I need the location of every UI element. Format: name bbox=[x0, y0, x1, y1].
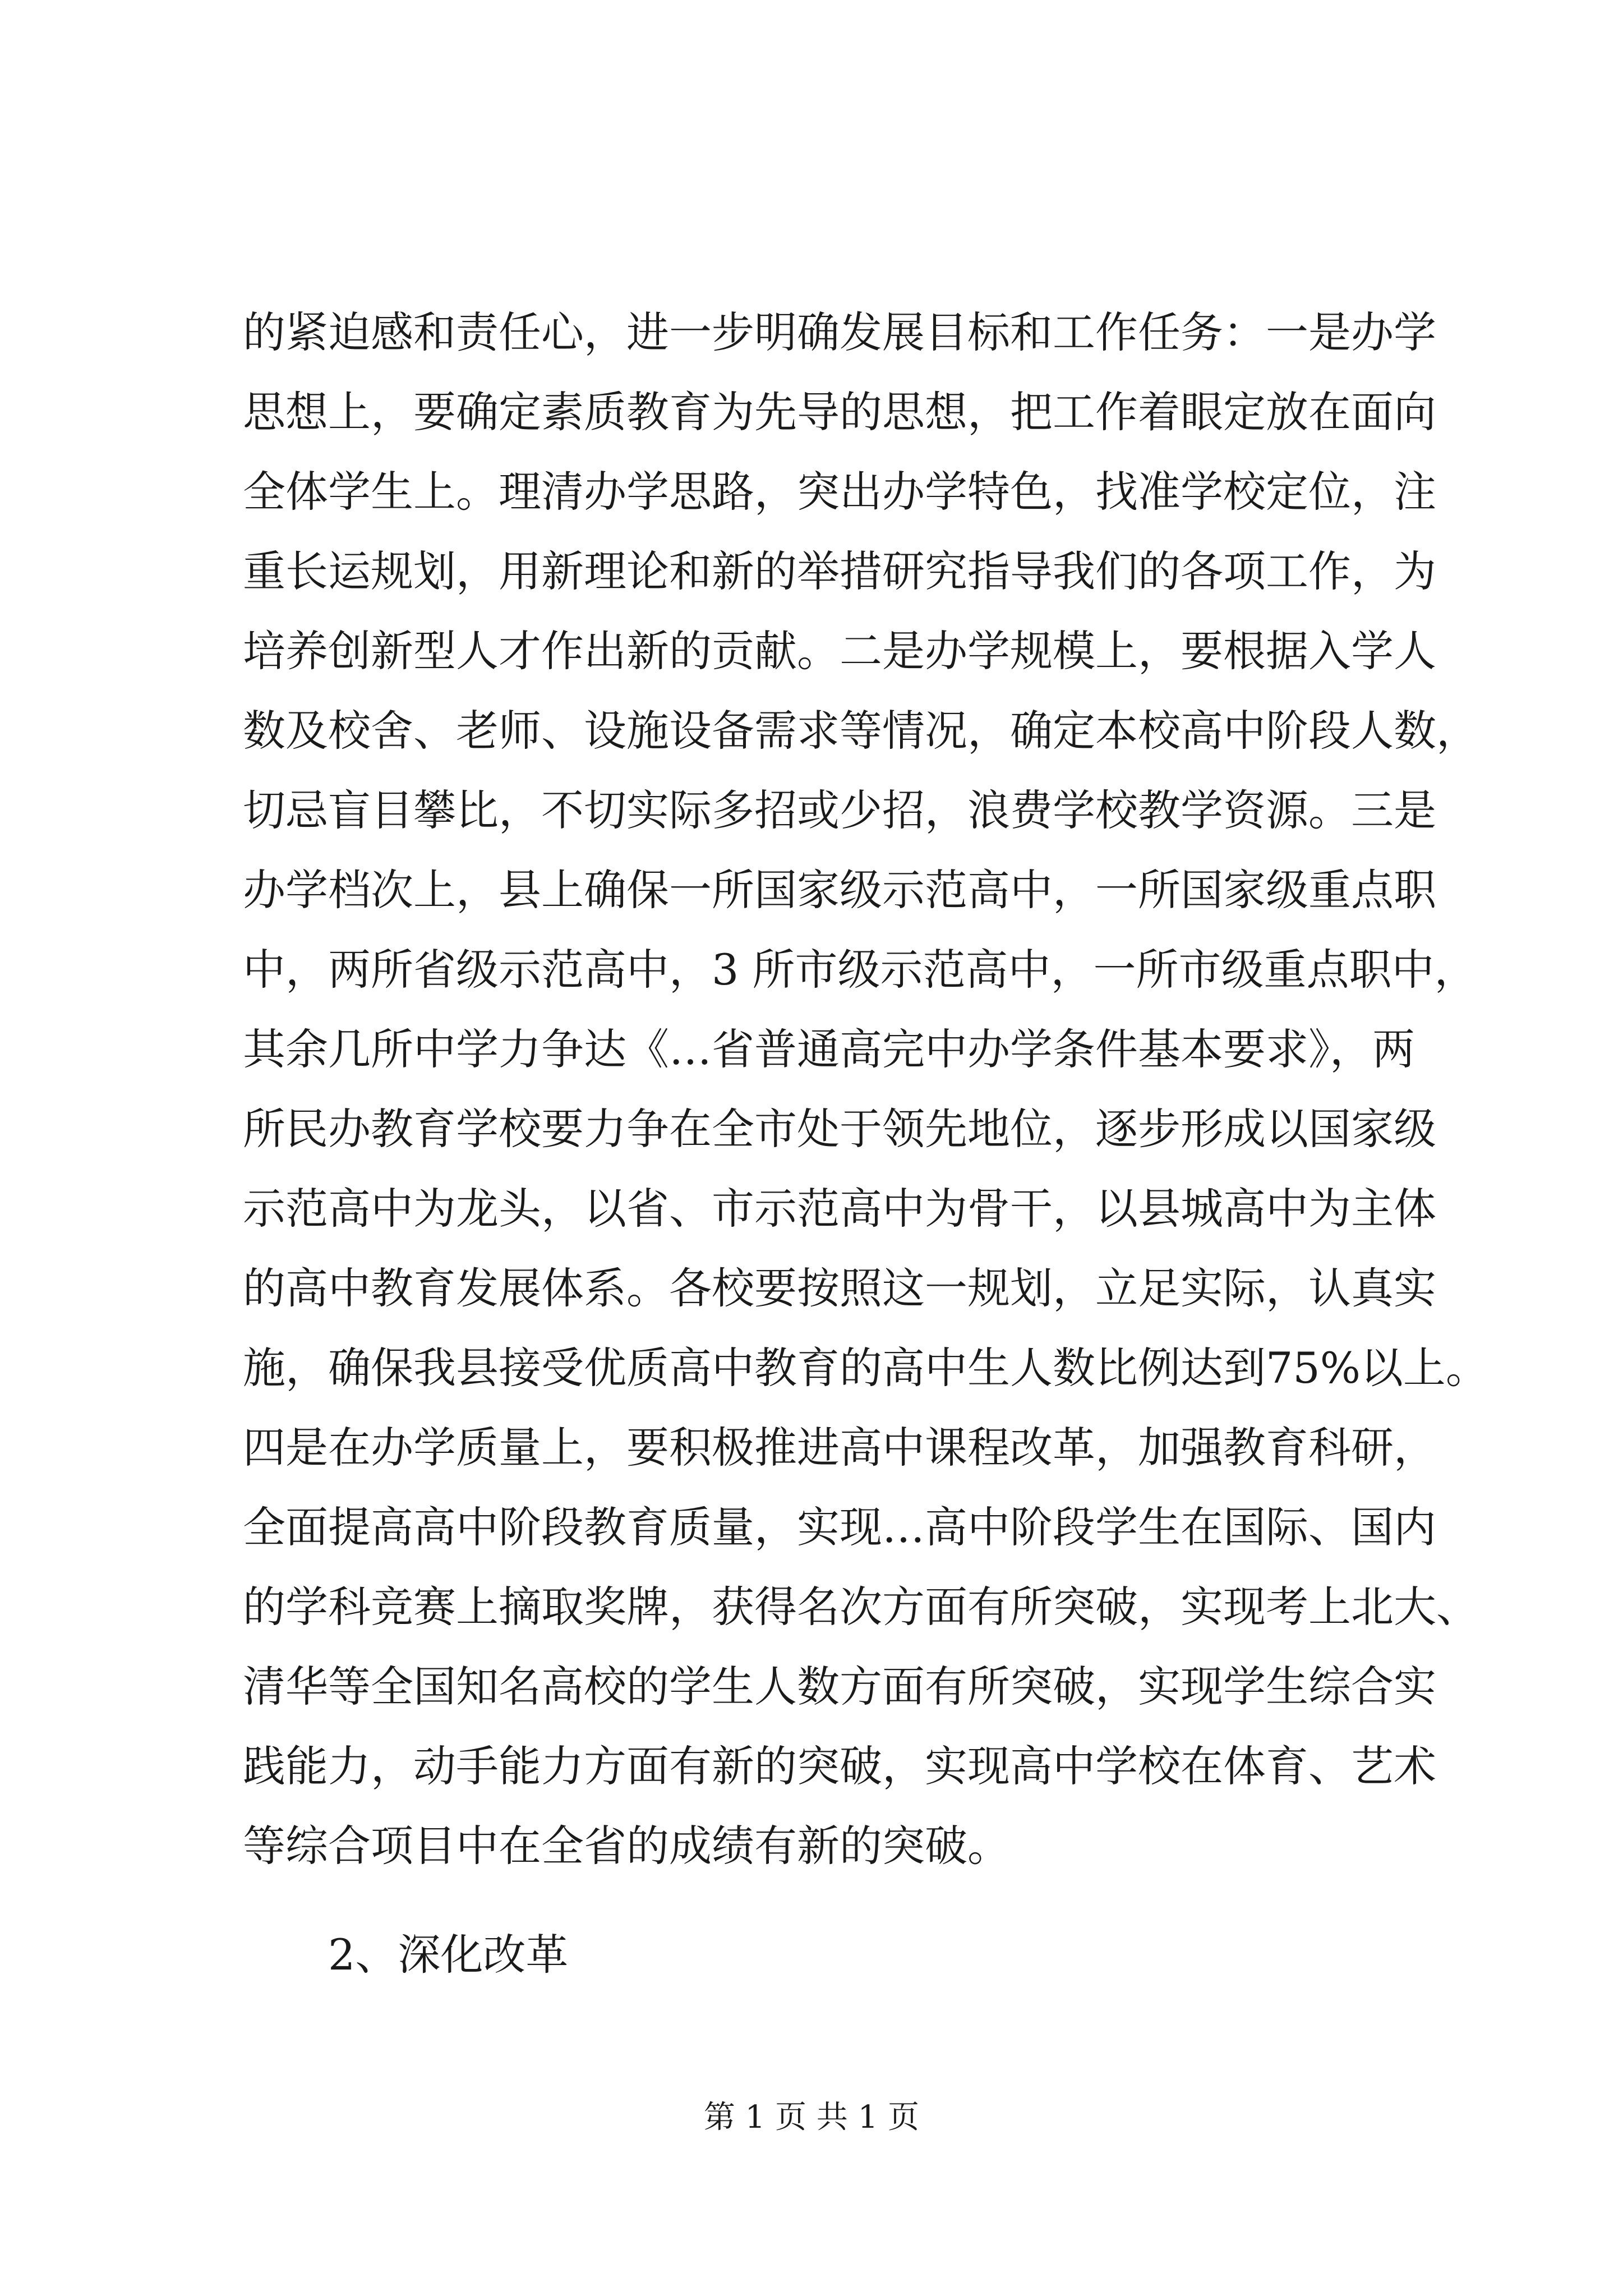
paragraph-line: 切忌盲目攀比，不切实际多招或少招，浪费学校教学资源。三是 bbox=[243, 785, 1436, 835]
paragraph-line: 施，确保我县接受优质高中教育的高中生人数比例达到75%以上。 bbox=[243, 1343, 1488, 1393]
paragraph-line: 数及校舍、老师、设施设备需求等情况，确定本校高中阶段人数， bbox=[243, 706, 1479, 756]
paragraph-line: 思想上，要确定素质教育为先导的思想，把工作着眼定放在面向 bbox=[243, 387, 1436, 437]
paragraph-line: 所民办教育学校要力争在全市处于领先地位，逐步形成以国家级 bbox=[243, 1104, 1436, 1154]
paragraph-line: 办学档次上，县上确保一所国家级示范高中，一所国家级重点职 bbox=[243, 865, 1436, 915]
paragraph-line: 清华等全国知名高校的学生人数方面有所突破，实现学生综合实 bbox=[243, 1662, 1436, 1711]
paragraph-line: 的紧迫感和责任心，进一步明确发展目标和工作任务：一是办学 bbox=[243, 307, 1436, 357]
paragraph-line: 的高中教育发展体系。各校要按照这一规划，立足实际，认真实 bbox=[243, 1263, 1436, 1313]
paragraph-line: 等综合项目中在全省的成绩有新的突破。 bbox=[243, 1821, 1010, 1871]
section-heading: 2、深化改革 bbox=[328, 1930, 569, 1980]
paragraph-line: 其余几所中学力争达《…省普通高完中办学条件基本要求》，两 bbox=[243, 1024, 1415, 1074]
paragraph-line: 中，两所省级示范高中，3 所市级示范高中，一所市级重点职中， bbox=[243, 945, 1477, 995]
paragraph-line: 践能力，动手能力方面有新的突破，实现高中学校在体育、艺术 bbox=[243, 1741, 1436, 1791]
paragraph-line: 示范高中为龙头，以省、市示范高中为骨干，以县城高中为主体 bbox=[243, 1184, 1436, 1234]
paragraph-line: 四是在办学质量上，要积极推进高中课程改革，加强教育科研， bbox=[243, 1423, 1436, 1473]
paragraph-line: 全体学生上。理清办学思路，突出办学特色，找准学校定位，注 bbox=[243, 467, 1436, 517]
page-footer: 第 1 页 共 1 页 bbox=[703, 2099, 920, 2136]
paragraph-line: 全面提高高中阶段教育质量，实现…高中阶段学生在国际、国内 bbox=[243, 1502, 1436, 1552]
paragraph-line: 重长运规划，用新理论和新的举措研究指导我们的各项工作，为 bbox=[243, 546, 1436, 596]
paragraph-line: 培养创新型人才作出新的贡献。二是办学规模上，要根据入学人 bbox=[243, 626, 1436, 676]
paragraph-line: 的学科竞赛上摘取奖牌，获得名次方面有所突破，实现考上北大、 bbox=[243, 1582, 1479, 1632]
